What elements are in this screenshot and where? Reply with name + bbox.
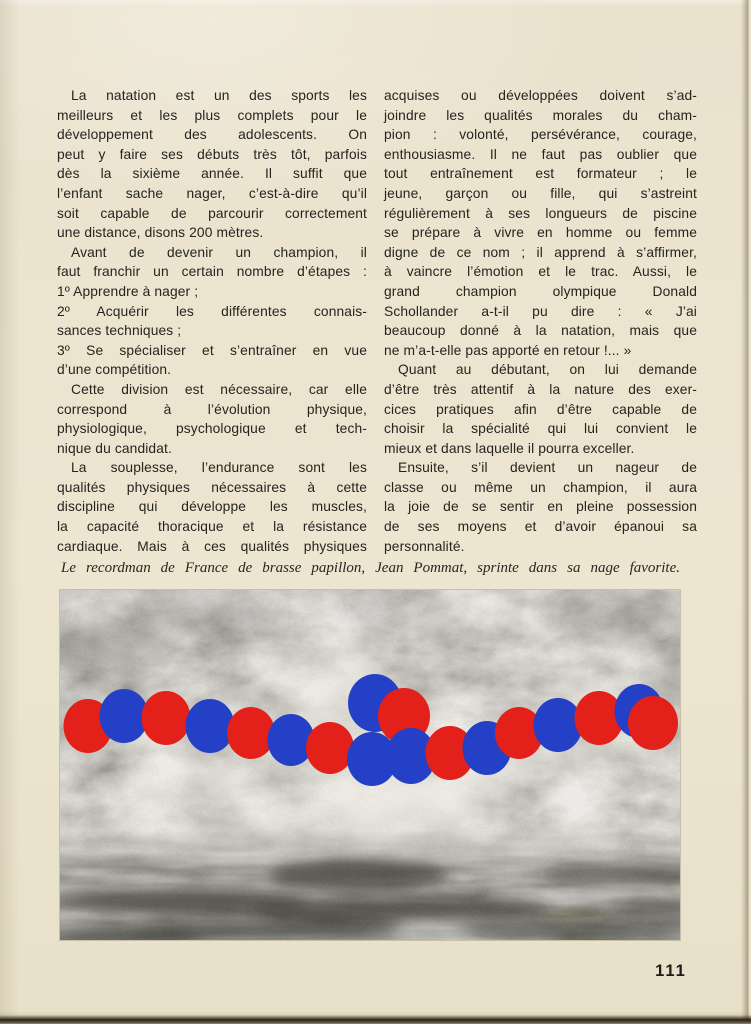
text-line: ne m’a-t-elle pas apporté en retour !... »: [384, 342, 632, 358]
text-line: La natation est un des sports les: [71, 88, 367, 103]
text-line: développement des adolescents. On: [57, 127, 367, 143]
text-line: la joie de se sentir en pleine possession: [384, 499, 697, 515]
text-line: à vaincre l’émotion et le trac. Aussi, le: [384, 264, 697, 280]
text-line: soit capable de parcourir correctement: [57, 205, 367, 221]
text-column-left: [57, 86, 367, 556]
text-line: cices pratiques afin d’être capable de: [384, 401, 697, 417]
page-edge-bottom: [0, 1011, 751, 1024]
text-line: d’être très attentif à la nature des exer-: [384, 381, 697, 397]
text-line: tout entraînement est formateur ; le: [384, 166, 697, 182]
text-line: beaucoup donné à la natation, mais que: [384, 323, 697, 339]
text-line: acquises ou développées doivent s’ad-: [384, 88, 697, 103]
page-number: 111: [655, 962, 687, 980]
blue-disc: [534, 698, 583, 752]
text-line: la capacité thoracique et la résistance: [57, 519, 367, 535]
red-disc: [142, 691, 191, 745]
text-line: Ensuite, s’il devient un nageur de: [398, 460, 697, 476]
text-line: digne de ce nom ; il apprend à s’affirmer,: [384, 244, 697, 260]
text-column-right: [384, 86, 697, 556]
text-line: Quant au débutant, on lui demande: [398, 362, 697, 378]
text-line: choisir la spécialité qui lui convient le: [384, 421, 697, 437]
text-line: correspond à l’évolution physique,: [57, 401, 367, 417]
blue-disc: [100, 689, 149, 743]
text-line: joindre les qualités morales du cham-: [384, 107, 697, 123]
red-disc: [227, 707, 275, 759]
text-line: une distance, disons 200 mètres.: [57, 225, 264, 241]
text-line: discipline qui développe les muscles,: [57, 499, 367, 515]
text-line: classe ou même un champion, il aura: [384, 479, 697, 495]
text-line: grand champion olympique Donald: [384, 283, 697, 299]
text-line: cardiaque. Mais à ces qualités physiques: [57, 538, 367, 554]
photo-caption: Le recordman de France de brasse papillon, Jean Pommat, sprinte dans sa nage favorite.: [61, 560, 680, 576]
text-line: faut franchir un certain nombre d’étapes :: [57, 264, 367, 280]
swimmer-photo: [60, 590, 680, 940]
text-line: 3º Se spécialiser et s’entraîner en vue: [57, 342, 367, 358]
text-line: meilleurs et les plus complets pour le: [57, 107, 367, 123]
text-line: sances techniques ;: [57, 323, 182, 339]
page-edge-top: [0, 0, 751, 6]
text-line: de ses moyens et d’avoir épanoui sa: [384, 519, 697, 535]
text-line: régulièrement à ses longueurs de piscine: [384, 205, 697, 221]
text-line: dès la sixième année. Il suffit que: [57, 166, 367, 182]
text-line: Schollander a-t-il pu dire : « J’ai: [384, 303, 697, 319]
text-line: l’enfant sache nager, c’est-à-dire qu’il: [57, 185, 367, 201]
text-line: nique du candidat.: [57, 440, 172, 456]
blue-disc: [186, 699, 235, 753]
text-line: physiologique, psychologique et tech-: [57, 421, 367, 437]
text-line: personnalité.: [384, 538, 465, 554]
text-line: d’une compétition.: [57, 362, 172, 378]
text-line: se prépare à vivre en homme ou femme: [384, 225, 697, 241]
text-line: enthousiasme. Il ne faut pas oublier que: [384, 146, 697, 162]
text-line: La souplesse, l’endurance sont les: [71, 460, 367, 476]
text-line: mieux et dans laquelle il pourra exceller.: [384, 440, 635, 456]
text-line: Cette division est nécessaire, car elle: [71, 381, 367, 397]
photo-svg: [60, 590, 680, 940]
text-line: jeune, garçon ou fille, qui s’astreint: [384, 185, 697, 201]
red-disc: [306, 722, 354, 774]
text-line: Avant de devenir un champion, il: [71, 244, 367, 260]
page-edge-left: [0, 0, 20, 1024]
text-line: peut y faire ses débuts très tôt, parfois: [57, 146, 367, 162]
red-disc: [628, 696, 678, 750]
text-line: pion : volonté, persévérance, courage,: [384, 127, 697, 143]
text-line: 1º Apprendre à nager ;: [57, 283, 199, 299]
page-edge-right: [741, 0, 751, 1024]
text-line: 2º Acquérir les différentes connais-: [57, 303, 367, 319]
text-line: qualités physiques nécessaires à cette: [57, 479, 367, 495]
